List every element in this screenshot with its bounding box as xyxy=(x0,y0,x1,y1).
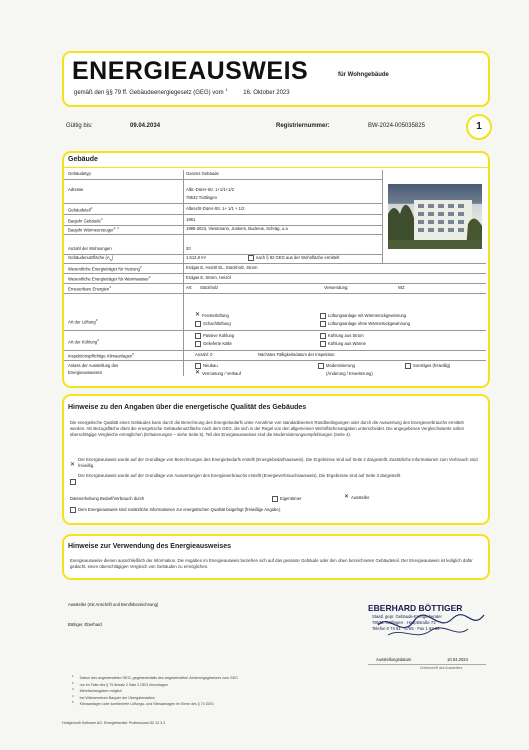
usage-text: Energieausweise dienen ausschließlich der Information. Die Angaben im Energieausweis beziehen sich auf das gesamte Gebäude oder den oben bezeichneten Gebäudeteil. Der Energieausweis ist lediglich dafür gedacht, einen überschlägigen Vergleich von Gebäuden zu ermöglichen. xyxy=(70,558,473,569)
checkbox-icon[interactable] xyxy=(195,341,201,347)
signature-icon xyxy=(368,603,488,645)
usage-title: Hinweise zur Verwendung des Energieausweises xyxy=(68,543,232,550)
building-row-value: Albrecht-Dürer-Str. 1+ 1/1 + 1/2 xyxy=(186,206,245,211)
renewable-use-label: Verwendung: xyxy=(324,285,349,290)
data-collection-label: Datenerhebung Bedarf/Verbrauch durch xyxy=(70,496,145,501)
data-collection-issuer: ✕ Aussteller xyxy=(344,494,370,501)
checkbox-icon[interactable] xyxy=(320,313,326,319)
footnote: $^3$Mehrfachangaben möglich xyxy=(72,687,123,694)
checkbox-icon[interactable] xyxy=(70,507,76,513)
checkbox-icon[interactable] xyxy=(195,363,201,369)
renewable-type-label: Art: xyxy=(186,285,193,290)
reason-option: Neubau xyxy=(195,363,218,369)
building-row-label: Wesentliche Energieträger für Heizung$^3$ xyxy=(68,265,142,272)
checkbox-icon[interactable] xyxy=(195,321,201,327)
valid-until-value: 09.04.2034 xyxy=(130,123,161,129)
renewable-use-value: WZ xyxy=(398,285,405,290)
checkbox-icon[interactable] xyxy=(248,255,254,261)
area-method-check: nach § 82 GEG aus der Wohnfläche ermittelt xyxy=(248,255,339,261)
checkbox-icon[interactable] xyxy=(320,341,326,347)
checkbox-icon[interactable] xyxy=(70,479,76,485)
building-row-value: Ganzes Gebäude xyxy=(186,171,219,176)
building-row-label: Gebäudeteil$^2$ xyxy=(68,206,93,213)
signature-label: Unterschrift des Ausstellers xyxy=(420,666,463,670)
data-collection-owner: Eigentümer xyxy=(272,496,301,502)
quality-option-demand: ✕ Der Energieausweis wurde auf der Grundlage von Berechnungen des Energiebedarfs erstellt (Energiebedarfsausweis). Die Ergebnisse sind auf Seite 2 dargestellt. Zusätzliche Informationen zum Verbrauch sind freiwillig. xyxy=(70,457,478,469)
additional-info-option: Dem Energieausweis sind zusätzliche Informationen zur energetischen Qualität beigefügt (freiwillige Angabe). xyxy=(70,507,281,513)
ventilation-option: ✕ Fensterlüftung xyxy=(195,312,229,319)
column-divider xyxy=(183,170,184,376)
issuer-stamp: EBERHARD BÖTTIGER Staatl. gepr. Gebäude-Energieberater 78532 Tuttlingen · Hauptstraße 73 Telefon 0 74 61 · 5755 · Fax 1 63 26 xyxy=(368,603,488,645)
row-divider xyxy=(64,263,486,264)
checkbox-checked-icon[interactable]: ✕ xyxy=(195,312,201,319)
building-photo xyxy=(388,184,482,249)
checkbox-icon[interactable] xyxy=(405,363,411,369)
row-divider xyxy=(64,179,382,180)
building-row-value: Erdgas E, Heizöl EL, Stückholz, Strom xyxy=(186,265,258,270)
law-reference: gemäß den §§ 79 ff. Gebäudeenergiegesetz (GEG) vom $^1$ 16. Oktober 2023 xyxy=(74,87,290,96)
footnote: $^4$bei Wärmenetzen Baujahr der Übergabestation xyxy=(72,693,155,700)
reason-label: Energieausweises xyxy=(68,370,102,375)
registration-label: Registriernummer: xyxy=(276,123,330,129)
building-row-value: Albr.-Dürer-Str. 1+1/1+1/2 xyxy=(186,187,234,192)
issuer-name: Böttiger, Eberhard xyxy=(68,622,102,627)
checkbox-icon[interactable] xyxy=(320,321,326,327)
checkbox-checked-icon[interactable]: ✕ xyxy=(70,462,76,469)
reason-option: (Änderung / Erweiterung) xyxy=(326,371,373,376)
inspection-next: Nächstes Fälligkeitsdatum der Inspektion: xyxy=(258,352,336,357)
quality-option-consumption: Der Energieausweis wurde auf der Grundlage von Auswertungen des Energieverbrauchs erstellt (Energieverbrauchsausweis). Die Ergebnisse sind auf Seite 3 dargestellt. xyxy=(70,473,480,491)
quality-paragraph: Die energetische Qualität eines Gebäudes kann durch die Berechnung des Energiebedarfs unter Annahme von standardisierten Randbedingungen oder durch die Auswertung des Energieverbrauchs ermittelt werden. Als Bezugsfläche dient die energetische Gebäudenutzfläche nach dem GEG, die sich in der Regel von den allgemeinen Wohnflächenangaben unterscheidet. Die angegebenen Vergleichswerte sollen überschlägige Vergleiche ermöglichen (Erläuterungen – siehe Seite 5). Teil des Energieausweises sind die Modernisierungsempfehlungen (Seite 4). xyxy=(70,420,465,437)
checkbox-icon[interactable] xyxy=(272,496,278,502)
cooling-option: Gelieferte Kälte xyxy=(195,341,232,347)
ventilation-option: Schachtlüftung xyxy=(195,321,231,327)
row-divider xyxy=(64,330,486,331)
footnote: $^2$nur im Falle des § 79 Absatz 2 Satz 2 GEG einzutragen xyxy=(72,680,168,687)
building-row-value: 1961 xyxy=(186,217,196,222)
building-section-title: Gebäude xyxy=(68,156,98,163)
row-divider xyxy=(64,360,486,361)
cooling-option: Kühlung aus Strom xyxy=(320,333,364,339)
document-subtitle: für Wohngebäude xyxy=(338,72,389,78)
row-divider xyxy=(64,273,486,274)
checkbox-checked-icon[interactable]: ✕ xyxy=(344,494,350,501)
building-row-value: 78532 Tuttlingen xyxy=(186,195,217,200)
cooling-label: Art der Kühlung$^3$ xyxy=(68,338,99,345)
cooling-option: Kühlung aus Wärme xyxy=(320,341,366,347)
reason-option: Sonstiges (freiwillig) xyxy=(405,363,450,369)
row-divider xyxy=(64,350,486,351)
page-number-badge: 1 xyxy=(466,114,492,140)
document-title: ENERGIEAUSWEIS xyxy=(72,57,309,85)
row-divider xyxy=(64,293,486,294)
usage-section xyxy=(62,534,490,580)
issue-date-label: Ausstellungsdatum xyxy=(376,657,412,662)
building-row-label: Gebäudetyp xyxy=(68,171,91,176)
building-row-value: Erdgas E, Strom, Heizöl xyxy=(186,275,231,280)
inspection-label: Inspektionspflichtige Klimaanlagen$^5$ xyxy=(68,352,134,359)
quality-title: Hinweise zu den Angaben über die energetische Qualität des Gebäudes xyxy=(68,404,307,411)
ventilation-label: Art der Lüftung$^3$ xyxy=(68,318,98,325)
building-illustration xyxy=(388,184,482,249)
reason-option: Modernisierung xyxy=(318,363,355,369)
building-row-label: Wesentliche Energieträger für Warmwasser$^3$ xyxy=(68,275,151,282)
building-row-label: Baujahr Wärmeerzeuger$^{3, 4}$ xyxy=(68,226,119,233)
building-row-label: Erneuerbare Energien$^3$ xyxy=(68,285,111,292)
registration-value: BW-2024-005035825 xyxy=(368,123,425,129)
building-row-label: Anzahl der Wohnungen xyxy=(68,246,112,251)
checkbox-icon[interactable] xyxy=(320,333,326,339)
building-row-value: 20 xyxy=(186,246,191,251)
issuer-label: Aussteller (mit Anschrift und Berufsbezeichnung) xyxy=(68,602,159,607)
reason-option: ✕ Vermietung / Verkauf xyxy=(195,370,241,377)
ventilation-option: Lüftungsanlage mit Wärmerückgewinnung xyxy=(320,313,406,319)
row-divider xyxy=(64,283,486,284)
building-row-label: Gebäudenutzfläche $(A_N)$ xyxy=(68,255,114,262)
ventilation-option: Lüftungsanlage ohne Wärmerückgewinnung xyxy=(320,321,410,327)
building-row-label: Baujahr Gebäude$^3$ xyxy=(68,217,103,224)
row-divider xyxy=(64,234,382,235)
checkbox-checked-icon[interactable]: ✕ xyxy=(195,370,201,377)
valid-until-label: Gültig bis: xyxy=(66,123,93,129)
building-row-value: 1.512,8 m² xyxy=(186,255,207,260)
footnote: $^1$Datum des angewendeten GEG, gegebenenfalls des angewendeten Änderungsgesetzes zum GEG xyxy=(72,674,238,681)
cooling-option: Passive Kühlung xyxy=(195,333,234,339)
column-divider xyxy=(382,170,383,264)
building-row-label: Adresse xyxy=(68,187,84,192)
renewable-type-value: Stückholz xyxy=(200,285,219,290)
issue-date-value: 10.04.2024 xyxy=(447,657,468,662)
footnote: $^5$Klimaanlagen oder kombinierte Lüftungs- und Klimaanlagen im Sinne des § 74 GEG xyxy=(72,700,214,707)
checkbox-icon[interactable] xyxy=(318,363,324,369)
row-divider xyxy=(64,203,382,204)
reason-label: Anlass der Ausstellung des xyxy=(68,363,119,368)
checkbox-icon[interactable] xyxy=(195,333,201,339)
inspection-count: Anzahl: 0 xyxy=(195,352,213,357)
row-divider xyxy=(64,214,382,215)
building-row-value: 1995-2023, Viessmann, Junkers, Buderus, Schräg, u.a xyxy=(186,226,288,231)
software-note: Hottgenroth Software AG, Energieberater Professional 3D 12.3.3 xyxy=(62,721,166,725)
